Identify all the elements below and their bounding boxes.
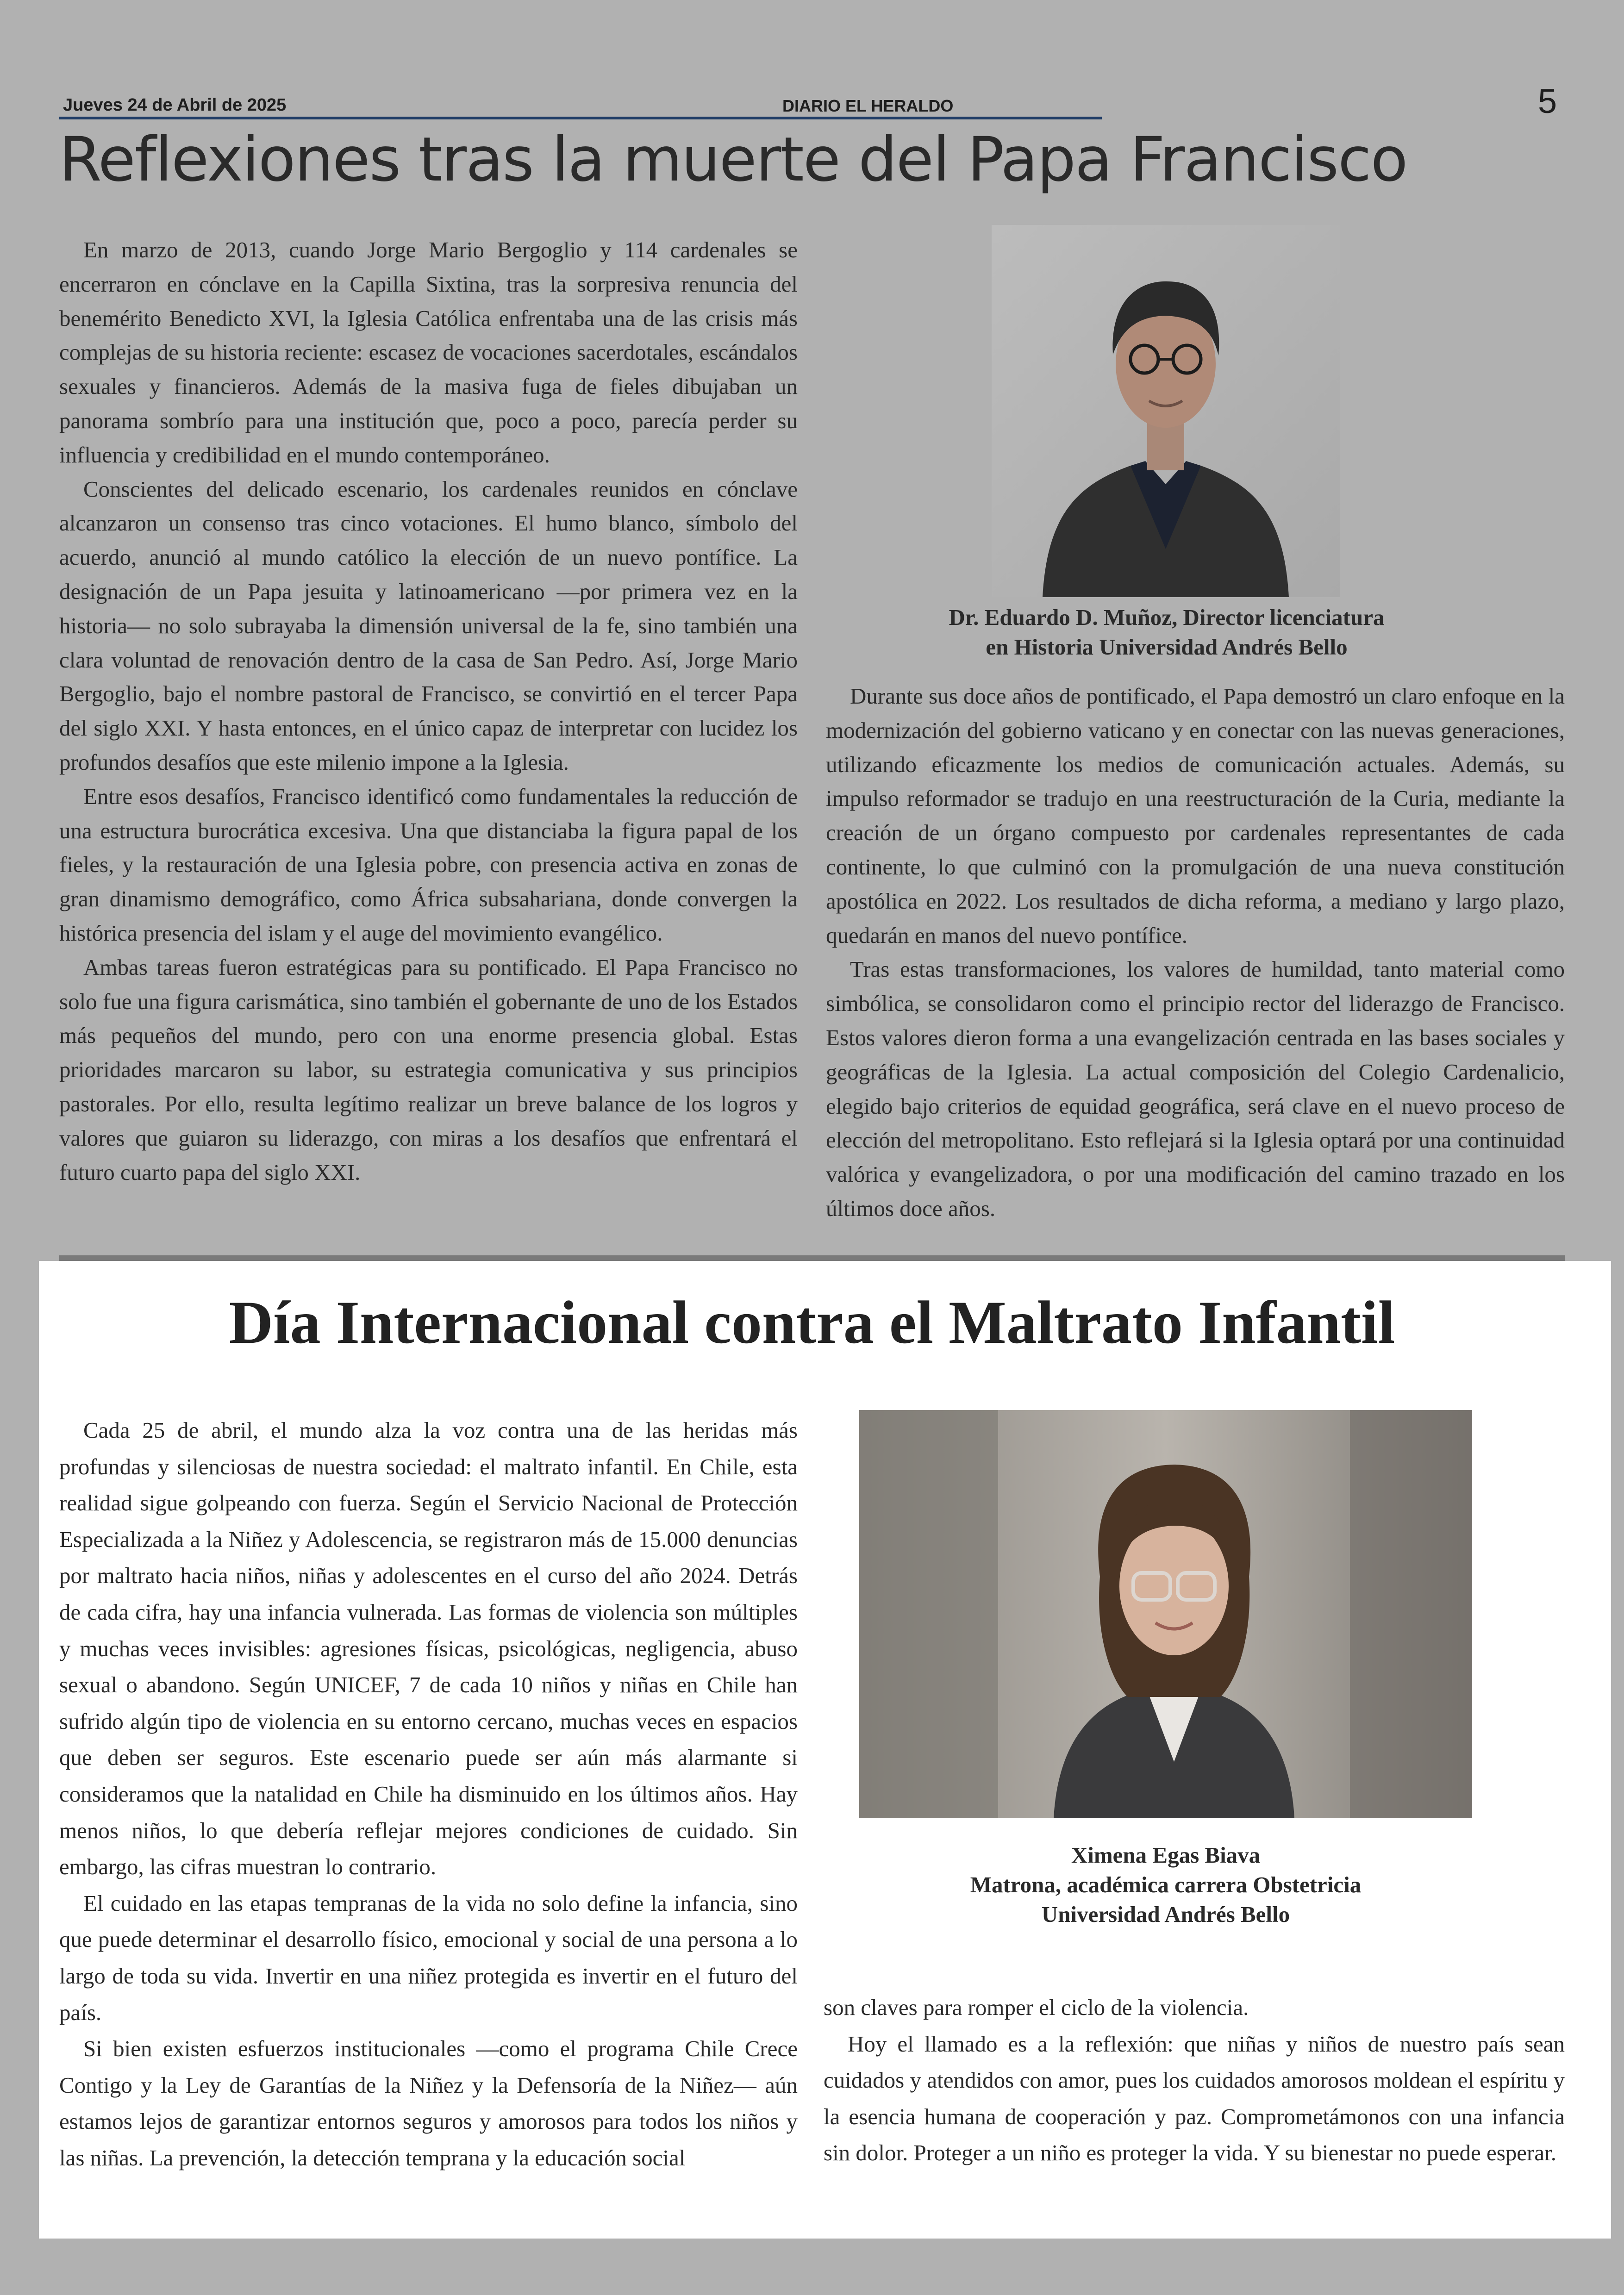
article2-paragraph: Hoy el llamado es a la reflexión: que niñas y niños de nuestro país sean cuidados y atendidos con amor, pues los cuidados amorosos moldean el espíritu y la esencia humana de cooperación y paz. Comprometámonos con una infancia sin dolor. Proteger a un niño es proteger la vida. Y su bienestar no puede esperar. bbox=[824, 2031, 1565, 2166]
section-divider bbox=[59, 1255, 1565, 1261]
article1-paragraph: En marzo de 2013, cuando Jorge Mario Bergoglio y 114 cardenales se encerraron en cónclave en la Capilla Sixtina, tras la sorpresiva renuncia del benemérito Benedicto XVI, la Iglesia Católica enfrentaba una de las crisis más complejas de su historia reciente: escasez de vocaciones sacerdotales, escándalos sexuales y financieros. Además de la masiva fuga de fieles dibujaban un panorama sombrío para una institución que, poco a poco, parecía perder su influencia y credibilidad en el mundo contemporáneo. bbox=[59, 237, 798, 468]
article1-paragraph: Durante sus doce años de pontificado, el Papa demostró un claro enfoque en la modernización del gobierno vaticano y en conectar con las nuevas generaciones, utilizando eficazmente los medios de comunicación actuales. Además, su impulso reformador se tradujo en una reestructuración de la Curia, mediante la creación de un órgano compuesto por cardenales representantes de cada continente, lo que culminó con la promulgación de una nueva constitución apostólica en 2022. Los resultados de dicha reforma, a mediano y largo plazo, quedarán en manos del nuevo pontífice. bbox=[826, 683, 1565, 948]
article1-title: Reflexiones tras la muerte del Papa Francisco bbox=[59, 124, 1407, 195]
article2-paragraph: Si bien existen esfuerzos institucionales —como el programa Chile Crece Contigo y la Ley de Garantías de la Niñez y la Defensoría de la Niñez— aún estamos lejos de garantizar entornos seguros y amorosos para todos los niños y las niñas. La prevención, la detección temprana y la educación social bbox=[59, 2036, 798, 2170]
photo1-caption bbox=[824, 603, 1509, 662]
header-rule bbox=[59, 117, 1102, 119]
photo1-caption-line2: en Historia Universidad Andrés Bello bbox=[986, 634, 1348, 660]
article2-left-column bbox=[59, 1412, 798, 2176]
photo2-caption-line2: Matrona, académica carrera Obstetricia bbox=[970, 1872, 1362, 1897]
issue-date: Jueves 24 de Abril de 2025 bbox=[63, 95, 287, 115]
article2-paragraph: El cuidado en las etapas tempranas de la vida no solo define la infancia, sino que puede determinar el desarrollo físico, emocional y social de una persona a lo largo de toda su vida. Invertir en una niñez protegida es invertir en el futuro del país. bbox=[59, 1890, 798, 2025]
photo2-caption-line3: Universidad Andrés Bello bbox=[1041, 1902, 1290, 1927]
article1-paragraph: Conscientes del delicado escenario, los cardenales reunidos en cónclave alcanzaron un consenso tras cinco votaciones. El humo blanco, símbolo del acuerdo, anunció al mundo católico la elección de un nuevo pontífice. La designación de un Papa jesuita y latinoamericano —por primera vez en la historia— no solo subrayaba la dimensión universal de la fe, sino también una clara voluntad de renovación dentro de la casa de San Pedro. Así, Jorge Mario Bergoglio, bajo el nombre pastoral de Francisco, se convirtió en el tercer Papa del siglo XXI. Y hasta entonces, en el único capaz de interpretar con lucidez los profundos desafíos que este milenio impone a la Iglesia. bbox=[59, 476, 798, 775]
article2-title: Día Internacional contra el Maltrato Infantil bbox=[229, 1288, 1395, 1356]
article1-paragraph: Ambas tareas fueron estratégicas para su pontificado. El Papa Francisco no solo fue una figura carismática, sino también el gobernante de uno de los Estados más pequeños del mundo, pero con una enorme presencia global. Estas prioridades marcaron su labor, su estrategia comunicativa y sus principios pastorales. Por ello, resulta legítimo realizar un breve balance de los logros y valores que guiaron su liderazgo, con miras a los desafíos que enfrentará el futuro cuarto papa del siglo XXI. bbox=[59, 954, 798, 1185]
author-photo-munoz bbox=[992, 225, 1340, 597]
article2-right-column bbox=[824, 1989, 1565, 2171]
article1-paragraph: Entre esos desafíos, Francisco identificó como fundamentales la reducción de una estructura burocrática excesiva. Una que distanciaba la figura papal de los fieles, y la restauración de una Iglesia pobre, con presencia activa en zonas de gran dinamismo demográfico, como África subsahariana, donde convergen la histórica presencia del islam y el auge del movimiento evangélico. bbox=[59, 783, 798, 946]
page-number: 5 bbox=[1538, 82, 1557, 120]
article2-continuation: son claves para romper el ciclo de la violencia. bbox=[824, 1995, 1249, 2020]
article1-left-column bbox=[59, 233, 798, 1189]
author-photo-egas bbox=[859, 1410, 1472, 1818]
article2-paragraph: Cada 25 de abril, el mundo alza la voz contra una de las heridas más profundas y silenciosas de nuestra sociedad: el maltrato infantil. En Chile, esta realidad sigue golpeando con fuerza. Según el Servicio Nacional de Protección Especializada a la Niñez y Adolescencia, se registraron más de 15.000 denuncias por maltrato hacia niños, niñas y adolescentes en el curso del año 2024. Detrás de cada cifra, hay una infancia vulnerada. Las formas de violencia son múltiples y muchas veces invisibles: agresiones físicas, psicológicas, negligencia, abuso sexual o abandono. Según UNICEF, 7 de cada 10 niños y niñas en Chile han sufrido algún tipo de violencia en su entorno cercano, muchas veces en espacios que deben ser seguros. Este escenario puede ser aún más alarmante si consideramos que la natalidad en Chile ha disminuido en los últimos años. Hay menos niños, lo que debería reflejar mejores condiciones de cuidado. Sin embargo, las cifras muestran lo contrario. bbox=[59, 1417, 798, 1880]
article1-paragraph: Tras estas transformaciones, los valores de humildad, tanto material como simbólica, se consolidaron como el principio rector del liderazgo de Francisco. Estos valores dieron forma a una evangelización centrada en las bases sociales y geográficas de la Iglesia. La actual composición del Colegio Cardenalicio, elegido bajo criterios de equidad geográfica, será clave en el nuevo proceso de elección del metropolitano. Esto reflejará si la Iglesia optará por una continuidad valórica y evangelizadora, o por una modificación del camino trazado en los últimos doce años. bbox=[826, 956, 1565, 1221]
photo2-caption-line1: Ximena Egas Biava bbox=[1071, 1842, 1261, 1868]
article1-right-column bbox=[826, 679, 1565, 1226]
photo2-caption bbox=[861, 1840, 1470, 1929]
photo1-caption-line1: Dr. Eduardo D. Muñoz, Director licenciatura bbox=[949, 605, 1385, 630]
newspaper-name: DIARIO EL HERALDO bbox=[782, 96, 954, 115]
